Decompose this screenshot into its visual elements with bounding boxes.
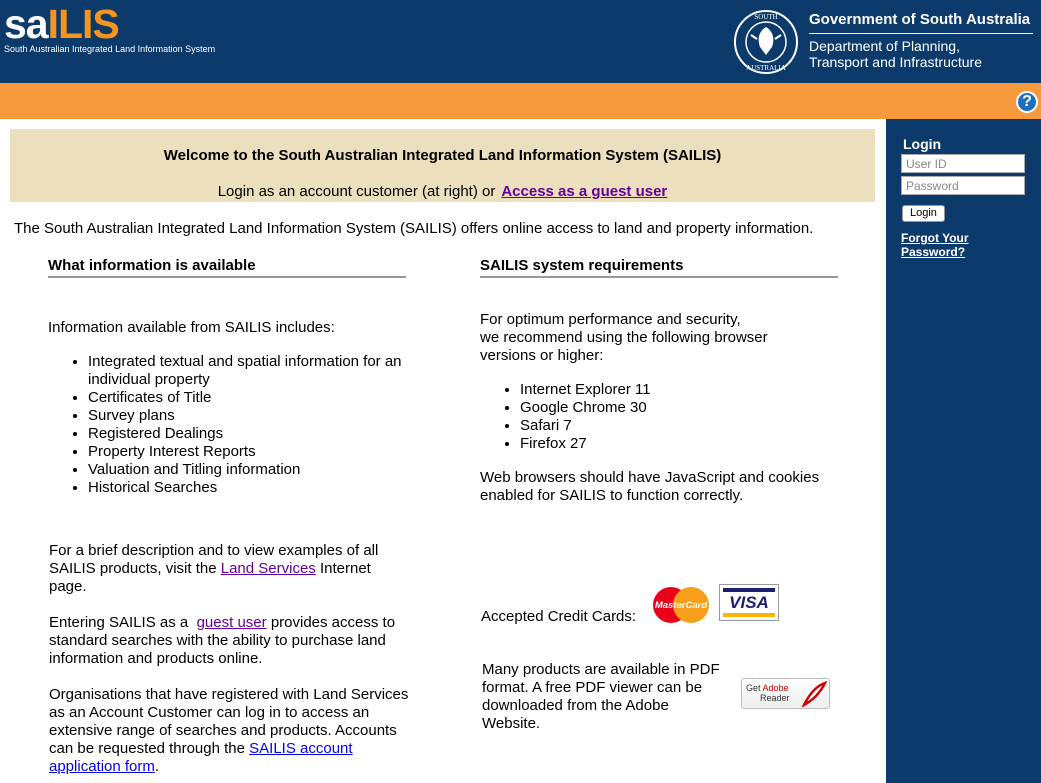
list-item: • Historical Searches (88, 479, 418, 497)
welcome-title: Welcome to the South Australian Integrated Land Information System (SAILIS) (163, 147, 722, 164)
crest-bottom-text: AUSTRALIA (746, 64, 786, 72)
adobe-get-text: Get (746, 683, 761, 693)
department-name (809, 38, 982, 70)
forgot-password-link[interactable]: Forgot Your Password? (901, 231, 969, 259)
visa-icon (719, 584, 779, 621)
browser-list (480, 381, 820, 453)
department-line-2: Transport and Infrastructure (809, 54, 983, 70)
list-item: • Safari 7 (520, 417, 820, 435)
requirements-lead: For optimum performance and security, we recommend using the following browser versions or higher: (480, 311, 768, 364)
orange-navigation-bar (0, 83, 1041, 119)
system-requirements-heading: SAILIS system requirements (480, 257, 838, 278)
available-info-list (48, 353, 418, 497)
intro-text: The South Australian Integrated Land Information System (SAILIS) offers online access to land and property information. (14, 220, 814, 237)
account-application-link[interactable]: SAILIS account application form (49, 740, 353, 775)
land-services-link[interactable]: Land Services (220, 560, 316, 577)
account-description: Organisations that have registered with Land Services as an Account Customer can log in to access an extensive range of searches and products. Accounts can be requested through the SAILIS account application form. (49, 686, 409, 775)
crest-top-text: SOUTH (754, 13, 778, 21)
adobe-brand-text: Adobe (762, 683, 789, 693)
government-title: Government of South Australia (809, 11, 1031, 28)
list-item: • Certificates of Title (88, 389, 418, 407)
list-item: • Valuation and Titling information (88, 461, 418, 479)
list-item: • Registered Dealings (88, 425, 418, 443)
list-item: • Property Interest Reports (88, 443, 418, 461)
site-header (0, 0, 1041, 83)
list-item: • Internet Explorer 11 (520, 381, 820, 399)
welcome-login-text: Login as an account customer (at right) or (217, 183, 496, 200)
products-description: For a brief description and to view examples of all SAILIS products, visit the Land Services Internet page. (49, 542, 379, 595)
guest-description: Entering SAILIS as a guest user provides access to standard searches with the ability to purchase land information and products online. (49, 614, 396, 667)
adobe-reader-icon (801, 681, 827, 707)
login-title: Login (903, 136, 942, 152)
sa-crest-icon (733, 9, 799, 75)
get-adobe-reader-button[interactable] (741, 678, 830, 709)
login-button[interactable]: Login (902, 205, 945, 222)
userid-input[interactable] (901, 154, 1025, 173)
available-info-lead: Information available from SAILIS includes: (48, 319, 335, 336)
department-line-1: Department of Planning, (809, 38, 960, 54)
welcome-login-line (10, 183, 875, 200)
javascript-note: Web browsers should have JavaScript and cookies enabled for SAILIS to function correctly. (480, 469, 820, 504)
logo-subtitle: South Australian Integrated Land Information System (4, 44, 216, 54)
login-sidebar (886, 119, 1041, 783)
pdf-note: Many products are available in PDF format. A free PDF viewer can be downloaded from the Adobe Website. (482, 661, 720, 732)
list-item: • Integrated textual and spatial information for an individual property (88, 353, 418, 389)
list-item: • Google Chrome 30 (520, 399, 820, 417)
mastercard-text: MasterCard (654, 600, 708, 611)
guest-user-link[interactable]: guest user (196, 614, 267, 631)
mastercard-icon (650, 586, 712, 624)
welcome-box (10, 129, 875, 202)
help-icon[interactable]: ? (1016, 91, 1038, 113)
password-input[interactable] (901, 176, 1025, 195)
visa-text: VISA (723, 588, 775, 617)
adobe-reader-text: Reader (760, 693, 790, 703)
credit-cards-label: Accepted Credit Cards: (481, 608, 637, 625)
sailis-logo[interactable]: saILIS (4, 1, 119, 47)
header-divider (809, 33, 1033, 34)
available-info-heading: What information is available (48, 257, 406, 278)
guest-access-link[interactable]: Access as a guest user (501, 183, 668, 200)
list-item: • Firefox 27 (520, 435, 820, 453)
list-item: • Survey plans (88, 407, 418, 425)
